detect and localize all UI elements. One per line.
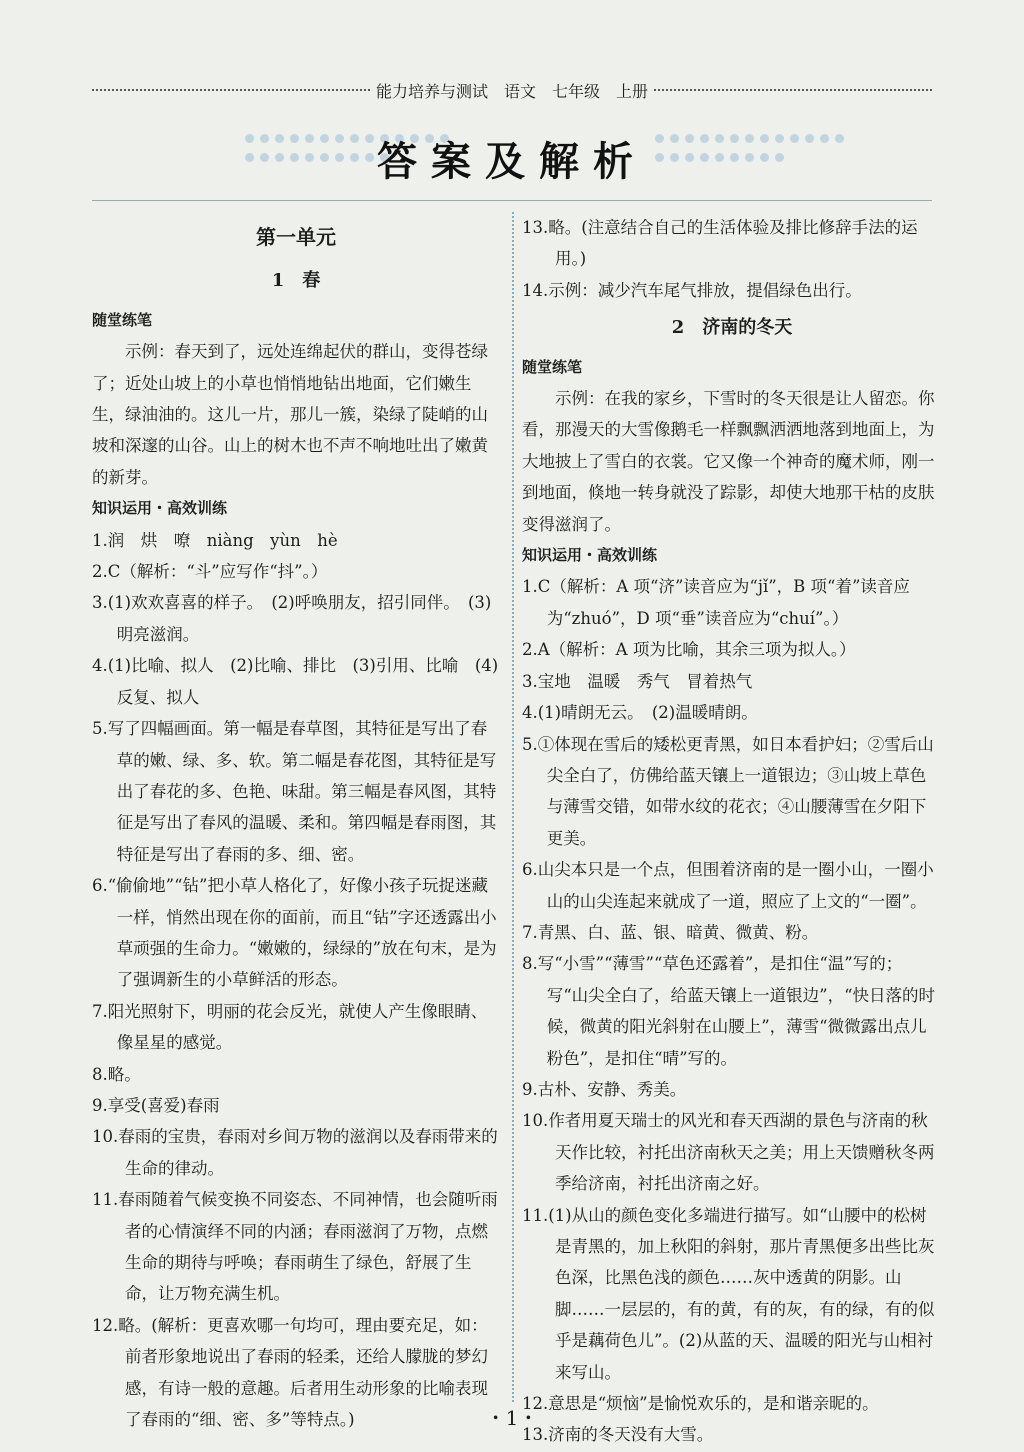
- running-title: 能力培养与测试 语文 七年级 上册: [376, 81, 649, 101]
- running-header: [92, 78, 932, 102]
- left-column: [92, 212, 500, 1435]
- page-title: 答案及解析: [377, 138, 647, 185]
- page-number: ・1・: [485, 1406, 539, 1430]
- answer-item: 11.春雨随着气候变换不同姿态、不同神情，也会随听雨者的心情演绎不同的内涵；春雨滋润了万物，点燃生命的期待与呼唤；春雨萌生了绿色，舒展了生命，让万物充满生机。: [92, 1190, 498, 1304]
- title-rule: [92, 200, 932, 201]
- answer-item: 9.古朴、安静、秀美。: [522, 1079, 687, 1099]
- example-paragraph: 示例：春天到了，远处连绵起伏的群山，变得苍绿了；近处山坡上的小草也悄悄地钻出地面，它们嫩生生，绿油油的。这儿一片，那儿一簇，染绿了陡峭的山坡和深邃的山谷。山上的树木也不声不响地吐出了嫩黄的新芽。: [92, 342, 488, 487]
- header-dotted-rule-left: [92, 89, 370, 91]
- right-column: [522, 212, 942, 1451]
- header-dotted-rule-right: [654, 89, 932, 91]
- section-heading: 知识运用・高效训练: [92, 499, 228, 518]
- answer-item: 13.济南的冬天没有大雪。: [522, 1425, 714, 1445]
- answer-item: 7.青黑、白、蓝、银、暗黄、微黄、粉。: [522, 922, 819, 942]
- answer-item: 1.C（解析：A 项“济”读音应为“jǐ”，B 项“着”读音应为“zhuó”，D 项“垂”读音应为“chuí”。）: [522, 577, 910, 628]
- answer-item: 10.作者用夏天瑞士的风光和春天西湖的景色与济南的秋天作比较，衬托出济南秋天之美；用上天馈赠秋冬两季给济南，衬托出济南之好。: [522, 1111, 935, 1194]
- answer-item: 12.略。(解析：更喜欢哪一句均可，理由要充足，如：前者形象地说出了春雨的轻柔，还给人朦胧的梦幻感，有诗一般的意趣。后者用生动形象的比喻表现了春雨的“细、密、多”等特点。): [92, 1315, 488, 1430]
- answer-item: 14.示例：减少汽车尾气排放，提倡绿色出行。: [522, 280, 862, 300]
- lesson-title-2: 2 济南的冬天: [671, 317, 793, 339]
- answer-item: 12.意思是“烦恼”是愉悦欢乐的，是和谐亲昵的。: [522, 1394, 879, 1414]
- answer-item: 13.略。(注意结合自己的生活体验及排比修辞手法的运用。): [522, 218, 918, 269]
- answer-item: 4.(1)比喻、拟人 (2)比喻、排比 (3)引用、比喻 (4)反复、拟人: [92, 656, 499, 707]
- title-band: [92, 112, 932, 196]
- answer-item: 6.“偷偷地”“钻”把小草人格化了，好像小孩子玩捉迷藏一样，悄然出现在你的面前，而且“钻”字还透露出小草顽强的生命力。“嫩嫩的，绿绿的”放在句末，是为了强调新生的小草鲜活的形态。: [92, 876, 497, 990]
- answer-item: 10.春雨的宝贵，春雨对乡间万物的滋润以及春雨带来的生命的律动。: [92, 1127, 498, 1178]
- answer-item: 8.写“小雪”“薄雪”“草色还露着”，是扣住“温”写的；写“山尖全白了，给蓝天镶上一道银边”，“快日落的时候，微黄的阳光斜射在山腰上”，薄雪“微微露出点儿粉色”，是扣住“晴”写的。: [522, 954, 936, 1068]
- section-heading: 随堂练笔: [522, 357, 583, 376]
- answer-item: 4.(1)晴朗无云。 (2)温暖晴朗。: [522, 703, 758, 723]
- answer-item: 2.C（解析：“斗”应写作“抖”。）: [92, 562, 328, 582]
- column-divider: [512, 212, 514, 1402]
- section-heading: 随堂练笔: [92, 310, 153, 329]
- answer-item: 5.写了四幅画面。第一幅是春草图，其特征是写出了春草的嫩、绿、多、软。第二幅是春花图，其特征是写出了春花的多、色艳、味甜。第三幅是春风图，其特征是写出了春风的温暖、柔和。第四幅是春雨图，其特征是写出了春雨的多、细、密。: [92, 719, 497, 864]
- answer-item: 1.润 烘 嘹 niàng yùn hè: [92, 530, 338, 550]
- answer-item: 8.略。: [92, 1064, 141, 1084]
- answer-item: 9.享受(喜爱)春雨: [92, 1095, 220, 1115]
- answer-item: 5.①体现在雪后的矮松更青黑，如日本看护妇；②雪后山尖全白了，仿佛给蓝天镶上一道银边；③山坡上草色与薄雪交错，如带水纹的花衣；④山腰薄雪在夕阳下更美。: [522, 734, 934, 848]
- section-heading: 知识运用・高效训练: [522, 546, 658, 565]
- lesson-title-1: 1 春: [271, 270, 321, 292]
- answer-item: 2.A（解析：A 项为比喻，其余三项为拟人。）: [522, 640, 856, 660]
- answer-item: 11.(1)从山的颜色变化多端进行描写。如“山腰中的松树是青黑的，加上秋阳的斜射，那片青黑便多出些比灰色深，比黑色浅的颜色……灰中透黄的阴影。山脚……一层层的，有的黄，有的灰，有的绿，有的似乎是藕荷色儿”。(2)从蓝的天、温暖的阳光与山相衬来写山。: [522, 1205, 935, 1382]
- answer-item: 6.山尖本只是一个点，但围着济南的是一圈小山，一圈小山的山尖连起来就成了一道，照应了上文的“一圈”。: [522, 860, 934, 911]
- answer-item: 7.阳光照射下，明丽的花会反光，就使人产生像眼睛、像星星的感觉。: [92, 1001, 488, 1053]
- answer-item: 3.宝地 温暖 秀气 冒着热气: [522, 671, 753, 691]
- answer-item: 3.(1)欢欢喜喜的样子。 (2)呼唤朋友，招引同伴。 (3)明亮滋润。: [92, 593, 492, 644]
- example-paragraph: 示例：在我的家乡，下雪时的冬天很是让人留恋。你看，那漫天的大雪像鹅毛一样飘飘洒洒地落到地面上，为大地披上了雪白的衣裳。它又像一个神奇的魔术师，刚一到地面，倏地一转身就没了踪影，却使大地那干枯的皮肤变得滋润了。: [522, 389, 935, 534]
- unit-title: 第一单元: [256, 225, 336, 249]
